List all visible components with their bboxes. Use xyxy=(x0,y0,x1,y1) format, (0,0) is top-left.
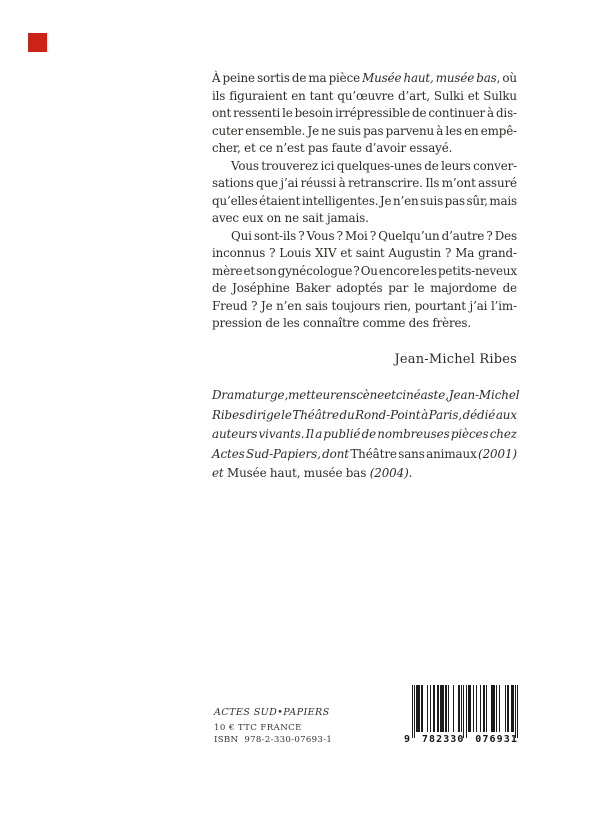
text-line: sations que j’ai réussi à retranscrire. Ils m’ont assuré xyxy=(212,176,517,190)
barcode-bar xyxy=(421,685,423,732)
text-line: ont ressenti le besoin irrépressible de continuer à dis- xyxy=(212,106,517,120)
barcode-bar xyxy=(499,685,500,732)
barcode-bar xyxy=(430,685,431,732)
barcode-bar xyxy=(486,685,487,732)
barcode-bar xyxy=(507,685,509,732)
text-line: À peine sortis de ma pièce Musée haut, musée bas, où xyxy=(212,71,517,85)
barcode-bar xyxy=(468,685,471,732)
barcode-bar xyxy=(491,685,494,732)
text-line: ils figuraient en tant qu’œuvre d’art, Sulki et Sulku xyxy=(212,88,517,103)
publisher-logo: ACTES SUD•PAPIERS xyxy=(214,707,330,718)
text-line: cuter ensemble. Je ne suis pas parvenu à les en empê- xyxy=(212,123,517,138)
barcode-bar xyxy=(433,685,435,732)
text-line: auteurs vivants. Il a publié de nombreuses pièces chez xyxy=(212,427,517,441)
text-line: inconnus ? Louis XIV et saint Augustin ? Ma grand- xyxy=(212,246,517,260)
barcode-bar xyxy=(416,685,419,732)
text-line: Vous trouverez ici quelques-unes de leurs conver- xyxy=(231,158,517,173)
barcode-digits xyxy=(404,733,518,747)
barcode-bar xyxy=(480,685,481,732)
barcode-bar xyxy=(445,685,446,732)
text-line: Dramaturge, metteur en scène et cinéaste, Jean-Michel xyxy=(212,388,520,402)
ean-barcode xyxy=(412,685,518,738)
text-line: Actes Sud-Papiers, dont Théâtre sans animaux (2001) xyxy=(212,446,517,461)
barcode-digit-left: 782330 xyxy=(421,734,465,745)
text-line: cher, et ce n’est pas faute d’avoir essayé. xyxy=(212,141,453,155)
barcode-bar xyxy=(466,685,467,738)
blurb-text xyxy=(212,70,517,333)
barcode-bar xyxy=(412,685,413,738)
barcode-bar xyxy=(427,685,428,732)
barcode-digit-right: 076931 xyxy=(475,734,518,745)
barcode-bar xyxy=(496,685,497,732)
barcode-bar xyxy=(440,685,444,732)
text-line: et Musée haut, musée bas (2004). xyxy=(212,466,413,480)
barcode-bar xyxy=(473,685,474,732)
barcode-bar xyxy=(517,685,518,738)
colophon xyxy=(214,706,332,746)
barcode-bar xyxy=(414,685,415,738)
price-line: 10 € TTC FRANCE xyxy=(214,723,302,733)
barcode-bar xyxy=(461,685,462,732)
text-line: qu’elles étaient intelligentes. Je n’en suis pas sûr, mais xyxy=(212,193,517,208)
text-line: avec eux on ne sait jamais. xyxy=(212,211,369,225)
barcode-bar xyxy=(453,685,454,732)
barcode-bar xyxy=(515,685,516,738)
barcode-bar xyxy=(476,685,477,732)
text-line: Qui sont-ils ? Vous ? Moi ? Quelqu’un d’autre ? Des xyxy=(231,228,517,243)
red-marker-square xyxy=(28,33,47,52)
barcode-bar xyxy=(483,685,484,732)
text-line: mère et son gynécologue ? Ou encore les petits-neveux xyxy=(212,263,517,278)
text-line: pression de les connaître comme des frères. xyxy=(212,316,472,330)
isbn-line: ISBN 978-2-330-07693-1 xyxy=(214,735,333,745)
text-line: Ribes dirige le Théâtre du Rond-Point à Paris, dédié aux xyxy=(212,407,517,422)
barcode-bar xyxy=(505,685,506,732)
author-name: Jean-Michel Ribes xyxy=(394,352,517,367)
barcode-bar xyxy=(437,685,439,732)
barcode-bar xyxy=(448,685,449,732)
barcode-digit-lead: 9 xyxy=(404,734,412,745)
barcode-bar xyxy=(463,685,464,738)
barcode-bar xyxy=(458,685,460,732)
text-line: Freud ? Je n’en sais toujours rien, pourtant j’ai l’im- xyxy=(212,298,517,313)
text-line: de Joséphine Baker adoptés par le majordome de xyxy=(212,281,517,295)
bio-text xyxy=(212,386,520,484)
barcode-bar xyxy=(511,685,513,732)
